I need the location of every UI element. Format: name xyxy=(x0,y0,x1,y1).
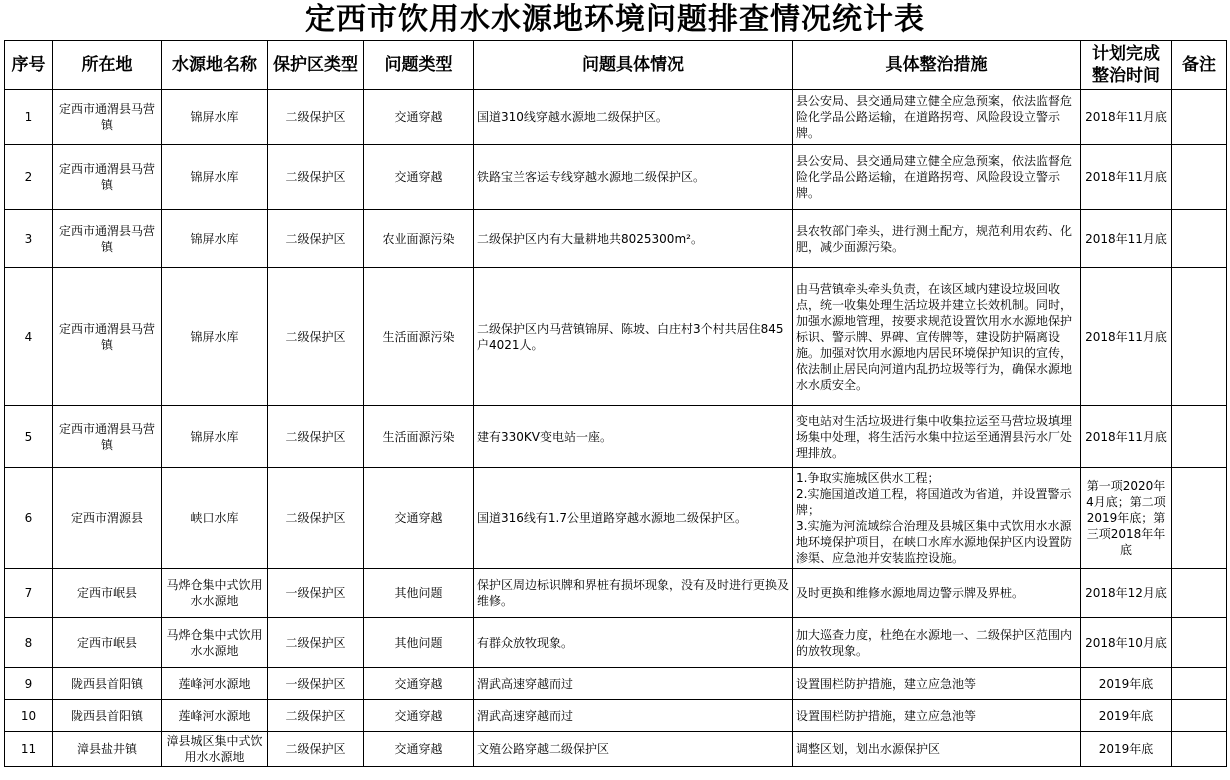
cell-location: 陇西县首阳镇 xyxy=(53,700,162,732)
cell-deadline: 2018年11月底 xyxy=(1081,90,1172,145)
cell-source-name: 漳县城区集中式饮用水水源地 xyxy=(162,732,268,767)
cell-problem-detail: 国道310线穿越水源地二级保护区。 xyxy=(474,90,793,145)
cell-measures: 设置围栏防护措施，建立应急池等 xyxy=(793,668,1081,700)
cell-location: 定西市通渭县马营镇 xyxy=(53,268,162,406)
cell-problem-type: 生活面源污染 xyxy=(364,268,474,406)
cell-problem-type: 交通穿越 xyxy=(364,732,474,767)
cell-seq: 11 xyxy=(5,732,53,767)
cell-zone-type: 一级保护区 xyxy=(268,668,364,700)
cell-location: 定西市通渭县马营镇 xyxy=(53,90,162,145)
header-remarks: 备注 xyxy=(1172,41,1227,90)
cell-problem-detail: 二级保护区内马营镇锦屏、陈坡、白庄村3个村共居住845户4021人。 xyxy=(474,268,793,406)
cell-problem-type: 交通穿越 xyxy=(364,468,474,569)
cell-seq: 5 xyxy=(5,406,53,468)
header-zone-type: 保护区类型 xyxy=(268,41,364,90)
table-row xyxy=(5,618,1227,668)
cell-measures: 由马营镇牵头牵头负责，在该区域内建设垃圾回收点，统一收集处理生活垃圾并建立长效机制。同时，加强水源地管理，按要求规范设置饮用水水源地保护标识、警示牌、界碑、宣传牌等，建设防护隔离设施。加强对饮用水源地内居民环境保护知识的宣传，依法制止居民向河道内乱扔垃圾等行为，确保水源地水水质安全。 xyxy=(793,268,1081,406)
cell-problem-detail: 文殖公路穿越二级保护区 xyxy=(474,732,793,767)
cell-measures: 县农牧部门牵头，进行测土配方，规范利用农药、化肥，减少面源污染。 xyxy=(793,210,1081,268)
header-location: 所在地 xyxy=(53,41,162,90)
cell-problem-type: 其他问题 xyxy=(364,618,474,668)
table-row xyxy=(5,90,1227,145)
cell-remarks xyxy=(1172,618,1227,668)
cell-problem-type: 交通穿越 xyxy=(364,90,474,145)
cell-seq: 1 xyxy=(5,90,53,145)
cell-problem-detail: 保护区周边标识牌和界桩有损坏现象，没有及时进行更换及维修。 xyxy=(474,569,793,618)
cell-source-name: 莲峰河水源地 xyxy=(162,700,268,732)
cell-source-name: 锦屏水库 xyxy=(162,145,268,210)
cell-seq: 2 xyxy=(5,145,53,210)
cell-problem-type: 农业面源污染 xyxy=(364,210,474,268)
table-row xyxy=(5,210,1227,268)
cell-deadline: 2019年底 xyxy=(1081,700,1172,732)
table-row xyxy=(5,406,1227,468)
cell-seq: 7 xyxy=(5,569,53,618)
header-measures: 具体整治措施 xyxy=(793,41,1081,90)
cell-source-name: 锦屏水库 xyxy=(162,90,268,145)
cell-location: 定西市通渭县马营镇 xyxy=(53,210,162,268)
cell-remarks xyxy=(1172,668,1227,700)
cell-remarks xyxy=(1172,210,1227,268)
cell-source-name: 峡口水库 xyxy=(162,468,268,569)
statistics-table xyxy=(4,40,1227,767)
cell-location: 定西市岷县 xyxy=(53,618,162,668)
cell-source-name: 莲峰河水源地 xyxy=(162,668,268,700)
cell-source-name: 锦屏水库 xyxy=(162,406,268,468)
cell-measures: 及时更换和维修水源地周边警示牌及界桩。 xyxy=(793,569,1081,618)
cell-location: 定西市通渭县马营镇 xyxy=(53,406,162,468)
table-row xyxy=(5,145,1227,210)
cell-deadline: 2018年11月底 xyxy=(1081,268,1172,406)
cell-location: 定西市渭源县 xyxy=(53,468,162,569)
cell-remarks xyxy=(1172,90,1227,145)
cell-zone-type: 二级保护区 xyxy=(268,145,364,210)
cell-zone-type: 二级保护区 xyxy=(268,90,364,145)
cell-remarks xyxy=(1172,732,1227,767)
header-source-name: 水源地名称 xyxy=(162,41,268,90)
table-row xyxy=(5,468,1227,569)
cell-zone-type: 二级保护区 xyxy=(268,210,364,268)
cell-deadline: 2019年底 xyxy=(1081,732,1172,767)
cell-source-name: 锦屏水库 xyxy=(162,268,268,406)
cell-zone-type: 二级保护区 xyxy=(268,268,364,406)
cell-measures: 设置围栏防护措施，建立应急池等 xyxy=(793,700,1081,732)
cell-zone-type: 二级保护区 xyxy=(268,406,364,468)
cell-measures: 1.争取实施城区供水工程； 2.实施国道改道工程，将国道改为省道，并设置警示牌； 3.实施为河流域综合治理及县城区集中式饮用水水源地环境保护项目，在峡口水库水源地保护区内设置防渗渠、应急池并安装监控设施。 xyxy=(793,468,1081,569)
cell-measures: 变电站对生活垃圾进行集中收集拉运至马营垃圾填埋场集中处理，将生活污水集中拉运至通渭县污水厂处理排放。 xyxy=(793,406,1081,468)
cell-problem-detail: 二级保护区内有大量耕地共8025300m²。 xyxy=(474,210,793,268)
cell-seq: 10 xyxy=(5,700,53,732)
cell-zone-type: 二级保护区 xyxy=(268,618,364,668)
cell-deadline: 2018年11月底 xyxy=(1081,406,1172,468)
page-title: 定西市饮用水水源地环境问题排查情况统计表 xyxy=(305,2,925,37)
header-seq: 序号 xyxy=(5,41,53,90)
cell-location: 定西市通渭县马营镇 xyxy=(53,145,162,210)
cell-zone-type: 二级保护区 xyxy=(268,700,364,732)
cell-problem-type: 交通穿越 xyxy=(364,700,474,732)
cell-deadline: 第一项2020年4月底；第二项2019年底；第三项2018年年底 xyxy=(1081,468,1172,569)
cell-seq: 4 xyxy=(5,268,53,406)
cell-problem-type: 其他问题 xyxy=(364,569,474,618)
cell-problem-detail: 铁路宝兰客运专线穿越水源地二级保护区。 xyxy=(474,145,793,210)
cell-problem-detail: 渭武高速穿越而过 xyxy=(474,668,793,700)
cell-remarks xyxy=(1172,700,1227,732)
cell-deadline: 2018年12月底 xyxy=(1081,569,1172,618)
table-row xyxy=(5,732,1227,767)
header-problem-type: 问题类型 xyxy=(364,41,474,90)
cell-problem-type: 生活面源污染 xyxy=(364,406,474,468)
table-row xyxy=(5,700,1227,732)
cell-remarks xyxy=(1172,406,1227,468)
cell-seq: 3 xyxy=(5,210,53,268)
cell-measures: 县公安局、县交通局建立健全应急预案，依法监督危险化学品公路运输，在道路拐弯、风险段设立警示牌。 xyxy=(793,145,1081,210)
cell-measures: 调整区划，划出水源保护区 xyxy=(793,732,1081,767)
cell-remarks xyxy=(1172,145,1227,210)
cell-seq: 8 xyxy=(5,618,53,668)
cell-problem-detail: 建有330KV变电站一座。 xyxy=(474,406,793,468)
cell-zone-type: 二级保护区 xyxy=(268,732,364,767)
cell-location: 定西市岷县 xyxy=(53,569,162,618)
cell-problem-detail: 渭武高速穿越而过 xyxy=(474,700,793,732)
cell-source-name: 马烨仓集中式饮用水水源地 xyxy=(162,618,268,668)
cell-problem-type: 交通穿越 xyxy=(364,145,474,210)
cell-source-name: 马烨仓集中式饮用水水源地 xyxy=(162,569,268,618)
cell-location: 陇西县首阳镇 xyxy=(53,668,162,700)
cell-source-name: 锦屏水库 xyxy=(162,210,268,268)
cell-remarks xyxy=(1172,569,1227,618)
cell-seq: 6 xyxy=(5,468,53,569)
cell-problem-detail: 国道316线有1.7公里道路穿越水源地二级保护区。 xyxy=(474,468,793,569)
cell-problem-type: 交通穿越 xyxy=(364,668,474,700)
cell-location: 漳县盐井镇 xyxy=(53,732,162,767)
cell-remarks xyxy=(1172,268,1227,406)
table-row xyxy=(5,268,1227,406)
cell-deadline: 2018年11月底 xyxy=(1081,145,1172,210)
cell-deadline: 2018年10月底 xyxy=(1081,618,1172,668)
cell-remarks xyxy=(1172,468,1227,569)
cell-measures: 加大巡查力度，杜绝在水源地一、二级保护区范围内的放牧现象。 xyxy=(793,618,1081,668)
header-deadline: 计划完成 整治时间 xyxy=(1081,41,1172,90)
table-header-row xyxy=(5,41,1227,90)
cell-measures: 县公安局、县交通局建立健全应急预案，依法监督危险化学品公路运输，在道路拐弯、风险段设立警示牌。 xyxy=(793,90,1081,145)
table-row xyxy=(5,668,1227,700)
header-problem-detail: 问题具体情况 xyxy=(474,41,793,90)
cell-seq: 9 xyxy=(5,668,53,700)
table-row xyxy=(5,569,1227,618)
cell-zone-type: 二级保护区 xyxy=(268,468,364,569)
cell-deadline: 2019年底 xyxy=(1081,668,1172,700)
cell-zone-type: 一级保护区 xyxy=(268,569,364,618)
cell-problem-detail: 有群众放牧现象。 xyxy=(474,618,793,668)
cell-deadline: 2018年11月底 xyxy=(1081,210,1172,268)
